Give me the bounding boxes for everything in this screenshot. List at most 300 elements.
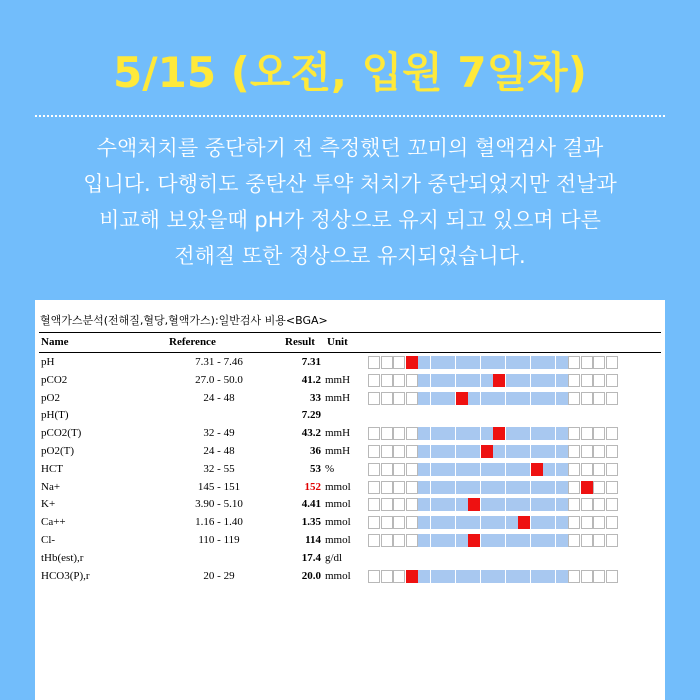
- row-name: pCO2: [41, 373, 68, 386]
- range-cell: [393, 516, 405, 529]
- range-cell: [556, 445, 568, 458]
- range-bar: [368, 498, 618, 511]
- range-bar: [368, 427, 618, 440]
- row-name: pH: [41, 356, 55, 368]
- range-cell: [443, 534, 455, 547]
- range-cell: [581, 392, 593, 405]
- range-cell: [493, 570, 505, 583]
- range-cell: [556, 374, 568, 387]
- row-reference: 3.90 - 5.10: [195, 498, 243, 511]
- range-cell: [581, 374, 593, 387]
- range-cell: [581, 516, 593, 529]
- row-name: pO2(T): [41, 444, 74, 457]
- range-bar: [368, 356, 618, 369]
- dotted-divider: [35, 115, 665, 117]
- row-reference: 1.16 - 1.40: [195, 516, 243, 529]
- range-cell: [418, 570, 430, 583]
- range-marker: [481, 445, 493, 458]
- range-cell: [368, 427, 380, 440]
- range-cell: [531, 356, 543, 369]
- range-cell: [568, 392, 580, 405]
- col-name-header: Name: [41, 336, 69, 348]
- range-cell: [568, 534, 580, 547]
- col-unit-header: Unit: [327, 336, 348, 348]
- range-cell: [506, 427, 518, 440]
- range-cell: [506, 463, 518, 476]
- table-row: [39, 389, 661, 407]
- range-cell: [456, 427, 468, 440]
- range-marker: [406, 356, 418, 369]
- range-marker: [468, 534, 480, 547]
- range-cell: [456, 570, 468, 583]
- col-result-header: Result: [285, 336, 315, 348]
- range-cell: [581, 445, 593, 458]
- row-result: 152: [304, 480, 321, 493]
- range-cell: [531, 516, 543, 529]
- range-bar: [368, 481, 618, 494]
- table-row: [39, 406, 661, 424]
- description-line: 전해질 또한 정상으로 유지되었습니다.: [174, 244, 526, 268]
- range-cell: [543, 481, 555, 494]
- description: [20, 130, 680, 274]
- row-result: 17.4: [301, 551, 321, 564]
- range-cell: [381, 481, 393, 494]
- range-cell: [393, 374, 405, 387]
- range-cell: [481, 481, 493, 494]
- range-cell: [543, 463, 555, 476]
- range-cell: [506, 445, 518, 458]
- range-cell: [406, 516, 418, 529]
- row-result: 43.2: [301, 427, 321, 440]
- range-cell: [593, 445, 605, 458]
- range-cell: [493, 463, 505, 476]
- row-result: 4.41: [301, 498, 321, 511]
- range-cell: [468, 427, 480, 440]
- range-cell: [393, 356, 405, 369]
- row-unit: %: [325, 462, 335, 475]
- row-name: HCT: [41, 462, 63, 475]
- table-row: [39, 442, 661, 460]
- range-cell: [493, 498, 505, 511]
- table-row: [39, 549, 661, 567]
- table-row: [39, 531, 661, 549]
- range-marker: [493, 374, 505, 387]
- range-cell: [381, 427, 393, 440]
- range-cell: [593, 463, 605, 476]
- range-cell: [593, 374, 605, 387]
- range-cell: [443, 516, 455, 529]
- range-cell: [456, 374, 468, 387]
- range-cell: [443, 498, 455, 511]
- range-cell: [481, 516, 493, 529]
- range-cell: [418, 356, 430, 369]
- range-marker: [493, 427, 505, 440]
- range-cell: [406, 481, 418, 494]
- row-reference: 145 - 151: [197, 480, 241, 493]
- range-cell: [606, 534, 618, 547]
- range-cell: [543, 570, 555, 583]
- range-cell: [481, 374, 493, 387]
- range-cell: [468, 356, 480, 369]
- range-cell: [568, 356, 580, 369]
- range-cell: [368, 463, 380, 476]
- row-result: 41.2: [301, 373, 321, 386]
- row-result: 53: [310, 462, 321, 475]
- range-cell: [481, 356, 493, 369]
- range-cell: [418, 498, 430, 511]
- range-cell: [381, 374, 393, 387]
- range-cell: [368, 534, 380, 547]
- row-name: tHb(est),r: [41, 551, 84, 564]
- row-result: 20.0: [301, 569, 321, 582]
- range-cell: [456, 356, 468, 369]
- range-cell: [406, 427, 418, 440]
- range-cell: [518, 570, 530, 583]
- range-cell: [368, 570, 380, 583]
- range-cell: [506, 356, 518, 369]
- range-cell: [556, 427, 568, 440]
- range-cell: [368, 516, 380, 529]
- range-cell: [506, 534, 518, 547]
- range-cell: [468, 570, 480, 583]
- range-cell: [518, 356, 530, 369]
- row-unit: mmol: [325, 569, 351, 582]
- row-unit: mmol: [325, 480, 351, 493]
- row-unit: g/dl: [325, 551, 343, 564]
- range-cell: [393, 463, 405, 476]
- range-cell: [393, 481, 405, 494]
- row-name: Ca++: [41, 516, 66, 529]
- range-cell: [443, 374, 455, 387]
- range-bar: [368, 445, 618, 458]
- range-cell: [481, 463, 493, 476]
- range-cell: [606, 445, 618, 458]
- range-cell: [431, 445, 443, 458]
- range-cell: [431, 498, 443, 511]
- range-cell: [531, 481, 543, 494]
- range-cell: [568, 463, 580, 476]
- range-cell: [456, 498, 468, 511]
- range-cell: [481, 392, 493, 405]
- range-cell: [431, 534, 443, 547]
- range-cell: [418, 374, 430, 387]
- range-cell: [531, 392, 543, 405]
- range-bar: [368, 534, 618, 547]
- range-cell: [518, 534, 530, 547]
- row-unit: mmH: [325, 373, 351, 386]
- range-cell: [368, 392, 380, 405]
- range-cell: [393, 392, 405, 405]
- range-cell: [468, 516, 480, 529]
- range-cell: [593, 356, 605, 369]
- range-cell: [593, 481, 605, 494]
- range-cell: [606, 392, 618, 405]
- range-marker: [518, 516, 530, 529]
- range-cell: [531, 534, 543, 547]
- range-marker: [531, 463, 543, 476]
- range-cell: [581, 356, 593, 369]
- row-name: HCO3(P),r: [41, 569, 90, 582]
- range-cell: [543, 534, 555, 547]
- row-name: K+: [41, 498, 56, 511]
- range-cell: [606, 570, 618, 583]
- range-cell: [506, 516, 518, 529]
- range-cell: [443, 463, 455, 476]
- row-reference: 20 - 29: [203, 569, 235, 582]
- range-cell: [418, 516, 430, 529]
- range-cell: [581, 570, 593, 583]
- range-cell: [381, 392, 393, 405]
- range-marker: [406, 570, 418, 583]
- range-cell: [568, 427, 580, 440]
- range-cell: [581, 463, 593, 476]
- range-cell: [531, 374, 543, 387]
- range-marker: [581, 481, 593, 494]
- range-cell: [368, 498, 380, 511]
- row-result: 33: [310, 391, 321, 404]
- description-line: 입니다. 다행히도 중탄산 투약 처치가 중단되었지만 전날과: [83, 172, 617, 196]
- range-cell: [481, 534, 493, 547]
- range-cell: [406, 463, 418, 476]
- range-cell: [543, 445, 555, 458]
- lab-report: [35, 300, 665, 700]
- range-bar: [368, 516, 618, 529]
- range-cell: [606, 481, 618, 494]
- range-cell: [406, 498, 418, 511]
- range-cell: [593, 427, 605, 440]
- range-cell: [556, 570, 568, 583]
- range-cell: [431, 570, 443, 583]
- range-cell: [568, 570, 580, 583]
- range-cell: [393, 570, 405, 583]
- row-reference: 24 - 48: [203, 391, 235, 404]
- range-cell: [493, 481, 505, 494]
- range-cell: [431, 427, 443, 440]
- range-cell: [531, 445, 543, 458]
- range-cell: [381, 445, 393, 458]
- row-name: Cl-: [41, 533, 56, 546]
- range-cell: [543, 374, 555, 387]
- range-cell: [506, 570, 518, 583]
- range-cell: [593, 534, 605, 547]
- row-name: pCO2(T): [41, 427, 82, 440]
- range-cell: [581, 427, 593, 440]
- row-result: 1.35: [301, 516, 321, 529]
- range-cell: [393, 427, 405, 440]
- range-cell: [493, 356, 505, 369]
- range-cell: [543, 356, 555, 369]
- range-cell: [406, 374, 418, 387]
- range-cell: [381, 498, 393, 511]
- range-cell: [606, 427, 618, 440]
- table-row: [39, 460, 661, 478]
- row-unit: mmol: [325, 498, 351, 511]
- range-cell: [593, 498, 605, 511]
- range-cell: [568, 498, 580, 511]
- range-cell: [556, 356, 568, 369]
- range-cell: [393, 498, 405, 511]
- range-cell: [368, 481, 380, 494]
- range-cell: [568, 374, 580, 387]
- range-cell: [431, 392, 443, 405]
- range-cell: [531, 498, 543, 511]
- range-cell: [606, 463, 618, 476]
- row-unit: mmol: [325, 516, 351, 529]
- range-cell: [393, 445, 405, 458]
- row-unit: mmH: [325, 444, 351, 457]
- page-title: 5/15 (오전, 입원 7일차): [113, 48, 587, 97]
- row-reference: 7.31 - 7.46: [195, 356, 243, 368]
- range-cell: [456, 534, 468, 547]
- range-cell: [418, 392, 430, 405]
- range-cell: [431, 481, 443, 494]
- range-bar: [368, 570, 618, 583]
- description-line: 비교해 보았을때 pH가 정상으로 유지 되고 있으며 다른: [99, 208, 601, 232]
- table-header: [39, 332, 661, 353]
- range-cell: [456, 516, 468, 529]
- range-cell: [493, 392, 505, 405]
- range-cell: [368, 356, 380, 369]
- range-cell: [381, 570, 393, 583]
- range-cell: [543, 498, 555, 511]
- range-cell: [581, 498, 593, 511]
- range-cell: [481, 427, 493, 440]
- row-result: 7.29: [301, 409, 321, 422]
- range-cell: [443, 392, 455, 405]
- range-cell: [518, 498, 530, 511]
- range-cell: [381, 516, 393, 529]
- range-cell: [381, 463, 393, 476]
- range-cell: [418, 534, 430, 547]
- range-cell: [481, 570, 493, 583]
- range-bar: [368, 374, 618, 387]
- range-cell: [518, 374, 530, 387]
- range-cell: [606, 356, 618, 369]
- range-cell: [456, 463, 468, 476]
- range-cell: [543, 392, 555, 405]
- range-cell: [556, 392, 568, 405]
- table-row: [39, 567, 661, 585]
- table-row: [39, 513, 661, 531]
- row-reference: 32 - 55: [203, 462, 235, 475]
- table-body: [39, 353, 661, 584]
- range-cell: [518, 481, 530, 494]
- range-cell: [531, 427, 543, 440]
- range-cell: [418, 463, 430, 476]
- range-cell: [506, 498, 518, 511]
- col-reference-header: Reference: [169, 336, 216, 348]
- range-cell: [556, 516, 568, 529]
- range-cell: [406, 534, 418, 547]
- range-cell: [431, 356, 443, 369]
- report-heading: 혈액가스분석(전해질,혈당,혈액가스):일반검사 비용<BGA>: [40, 314, 328, 327]
- row-reference: 110 - 119: [198, 533, 240, 546]
- range-cell: [568, 445, 580, 458]
- range-cell: [431, 463, 443, 476]
- range-marker: [468, 498, 480, 511]
- range-cell: [418, 481, 430, 494]
- range-cell: [468, 481, 480, 494]
- range-cell: [443, 570, 455, 583]
- range-cell: [443, 445, 455, 458]
- table-row: [39, 495, 661, 513]
- range-cell: [406, 392, 418, 405]
- row-result: 114: [305, 533, 321, 546]
- range-cell: [518, 463, 530, 476]
- range-cell: [493, 516, 505, 529]
- range-cell: [368, 374, 380, 387]
- row-name: pO2: [41, 391, 60, 404]
- range-cell: [443, 427, 455, 440]
- range-cell: [593, 570, 605, 583]
- range-cell: [468, 392, 480, 405]
- range-marker: [456, 392, 468, 405]
- range-cell: [556, 481, 568, 494]
- range-cell: [431, 516, 443, 529]
- table-row: [39, 478, 661, 496]
- range-cell: [606, 374, 618, 387]
- range-cell: [493, 445, 505, 458]
- range-cell: [481, 498, 493, 511]
- range-cell: [456, 481, 468, 494]
- row-unit: mmH: [325, 391, 351, 404]
- range-cell: [606, 516, 618, 529]
- row-reference: 24 - 48: [203, 444, 235, 457]
- range-cell: [556, 534, 568, 547]
- range-cell: [381, 534, 393, 547]
- row-reference: 32 - 49: [203, 427, 235, 440]
- row-reference: 27.0 - 50.0: [195, 373, 243, 386]
- range-cell: [468, 374, 480, 387]
- range-cell: [543, 427, 555, 440]
- range-cell: [368, 445, 380, 458]
- range-cell: [381, 356, 393, 369]
- range-cell: [518, 445, 530, 458]
- range-cell: [506, 374, 518, 387]
- range-cell: [506, 392, 518, 405]
- table-row: [39, 353, 661, 371]
- range-cell: [518, 427, 530, 440]
- range-cell: [406, 445, 418, 458]
- table-row: [39, 424, 661, 442]
- range-cell: [468, 445, 480, 458]
- range-cell: [593, 392, 605, 405]
- row-unit: mmH: [325, 427, 351, 440]
- results-table: [39, 332, 661, 584]
- range-cell: [606, 498, 618, 511]
- row-unit: mmol: [325, 533, 351, 546]
- row-name: Na+: [41, 480, 61, 493]
- row-name: pH(T): [41, 409, 69, 422]
- range-cell: [418, 445, 430, 458]
- range-bar: [368, 463, 618, 476]
- range-cell: [518, 392, 530, 405]
- range-cell: [568, 516, 580, 529]
- range-cell: [418, 427, 430, 440]
- range-cell: [556, 498, 568, 511]
- range-cell: [468, 463, 480, 476]
- range-cell: [593, 516, 605, 529]
- table-row: [39, 371, 661, 389]
- row-result: 7.31: [301, 356, 321, 368]
- range-cell: [443, 481, 455, 494]
- range-cell: [556, 463, 568, 476]
- description-line: 수액처치를 중단하기 전 측정했던 꼬미의 혈액검사 결과: [96, 136, 604, 160]
- range-cell: [581, 534, 593, 547]
- range-cell: [493, 534, 505, 547]
- range-bar: [368, 392, 618, 405]
- range-cell: [393, 534, 405, 547]
